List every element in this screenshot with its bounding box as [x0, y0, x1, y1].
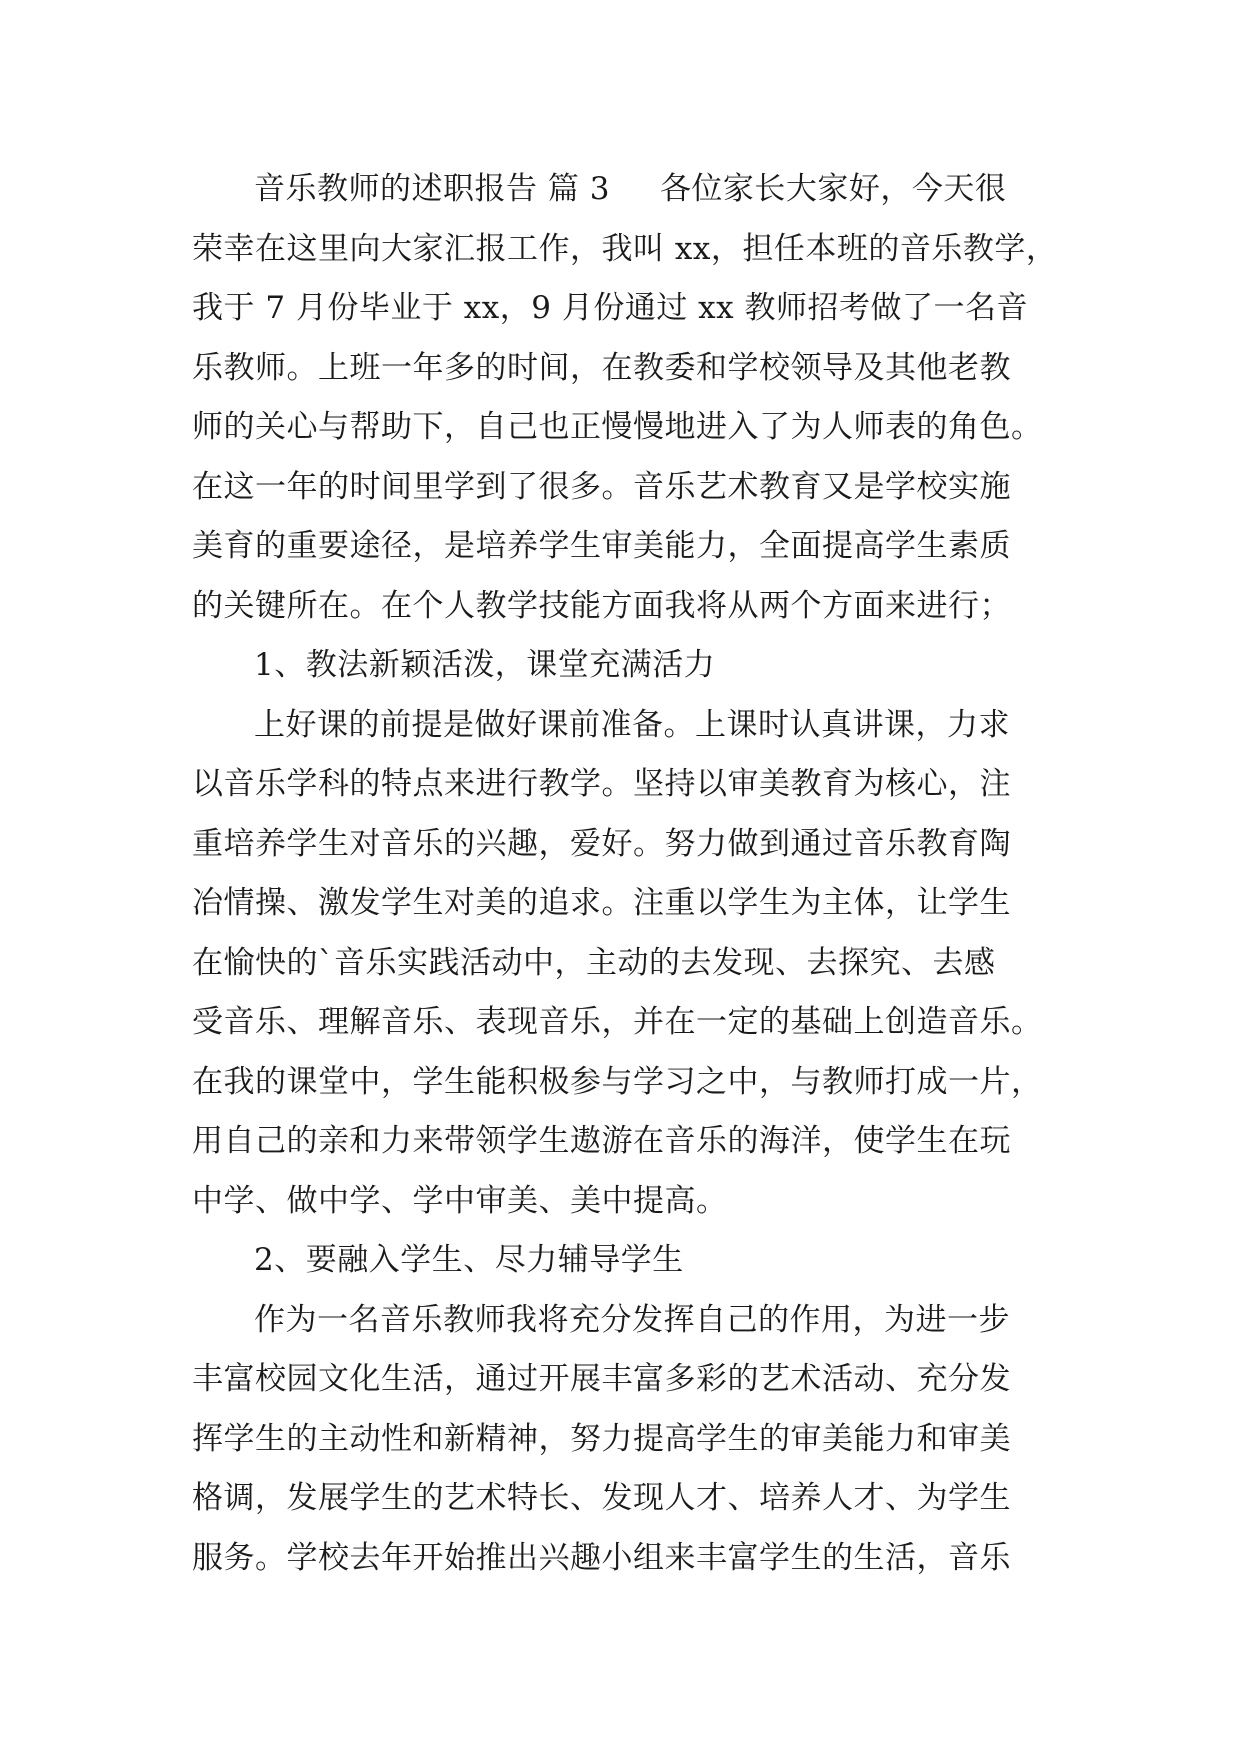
- body-line: 丰富校园文化生活，通过开展丰富多彩的艺术活动、充分发: [192, 1361, 1011, 1397]
- section-heading: 2、要融入学生、尽力辅导学生: [254, 1242, 684, 1278]
- body-line: 各位家长大家好，今天很: [659, 171, 1007, 207]
- body-line: 荣幸在这里向大家汇报工作，我叫 xx，担任本班的音乐教学，: [192, 230, 1058, 267]
- heading-line: [192, 160, 1062, 220]
- body-line: 重培养学生对音乐的兴趣，爱好。努力做到通过音乐教育陶: [192, 825, 1011, 862]
- body-line: 在我的课堂中，学生能积极参与学习之中，与教师打成一片，: [192, 1063, 1043, 1100]
- body-line: 冶情操、激发学生对美的追求。注重以学生为主体，让学生: [192, 885, 1011, 921]
- body-line: 的关键所在。在个人教学技能方面我将从两个方面来进行；: [192, 587, 1011, 624]
- body-line: 中学、做中学、学中审美、美中提高。: [192, 1182, 728, 1219]
- document-body: [192, 160, 1062, 1588]
- body-line: 在愉快的`音乐实践活动中，主动的去发现、去探究、去感: [192, 944, 996, 981]
- body-line: 上好课的前提是做好课前准备。上课时认真讲课，力求: [254, 706, 1010, 743]
- body-line: 用自己的亲和力来带领学生遨游在音乐的海洋，使学生在玩: [192, 1123, 1011, 1159]
- section-heading: 1、教法新颖活泼，课堂充满活力: [254, 647, 716, 683]
- body-line: 挥学生的主动性和新精神，努力提高学生的审美能力和审美: [192, 1420, 1011, 1457]
- body-line: 格调，发展学生的艺术特长、发现人才、培养人才、为学生: [192, 1480, 1011, 1516]
- body-line: 在这一年的时间里学到了很多。音乐艺术教育又是学校实施: [192, 468, 1011, 505]
- body-line: 师的关心与帮助下，自己也正慢慢地进入了为人师表的角色。: [192, 409, 1043, 445]
- body-line: 美育的重要途径，是培养学生审美能力，全面提高学生素质: [192, 528, 1011, 564]
- body-line: 乐教师。上班一年多的时间，在教委和学校领导及其他老教: [192, 349, 1011, 386]
- body-line: 服务。学校去年开始推出兴趣小组来丰富学生的生活，音乐: [192, 1539, 1011, 1576]
- body-line: 以音乐学科的特点来进行教学。坚持以审美教育为核心，注: [192, 766, 1011, 802]
- body-line: 作为一名音乐教师我将充分发挥自己的作用，为进一步: [254, 1301, 1010, 1338]
- body-line: 受音乐、理解音乐、表现音乐，并在一定的基础上创造音乐。: [192, 1004, 1043, 1040]
- body-line: 我于 7 月份毕业于 xx，9 月份通过 xx 教师招考做了一名音: [192, 290, 1028, 326]
- report-heading: 音乐教师的述职报告 篇 3: [254, 171, 610, 207]
